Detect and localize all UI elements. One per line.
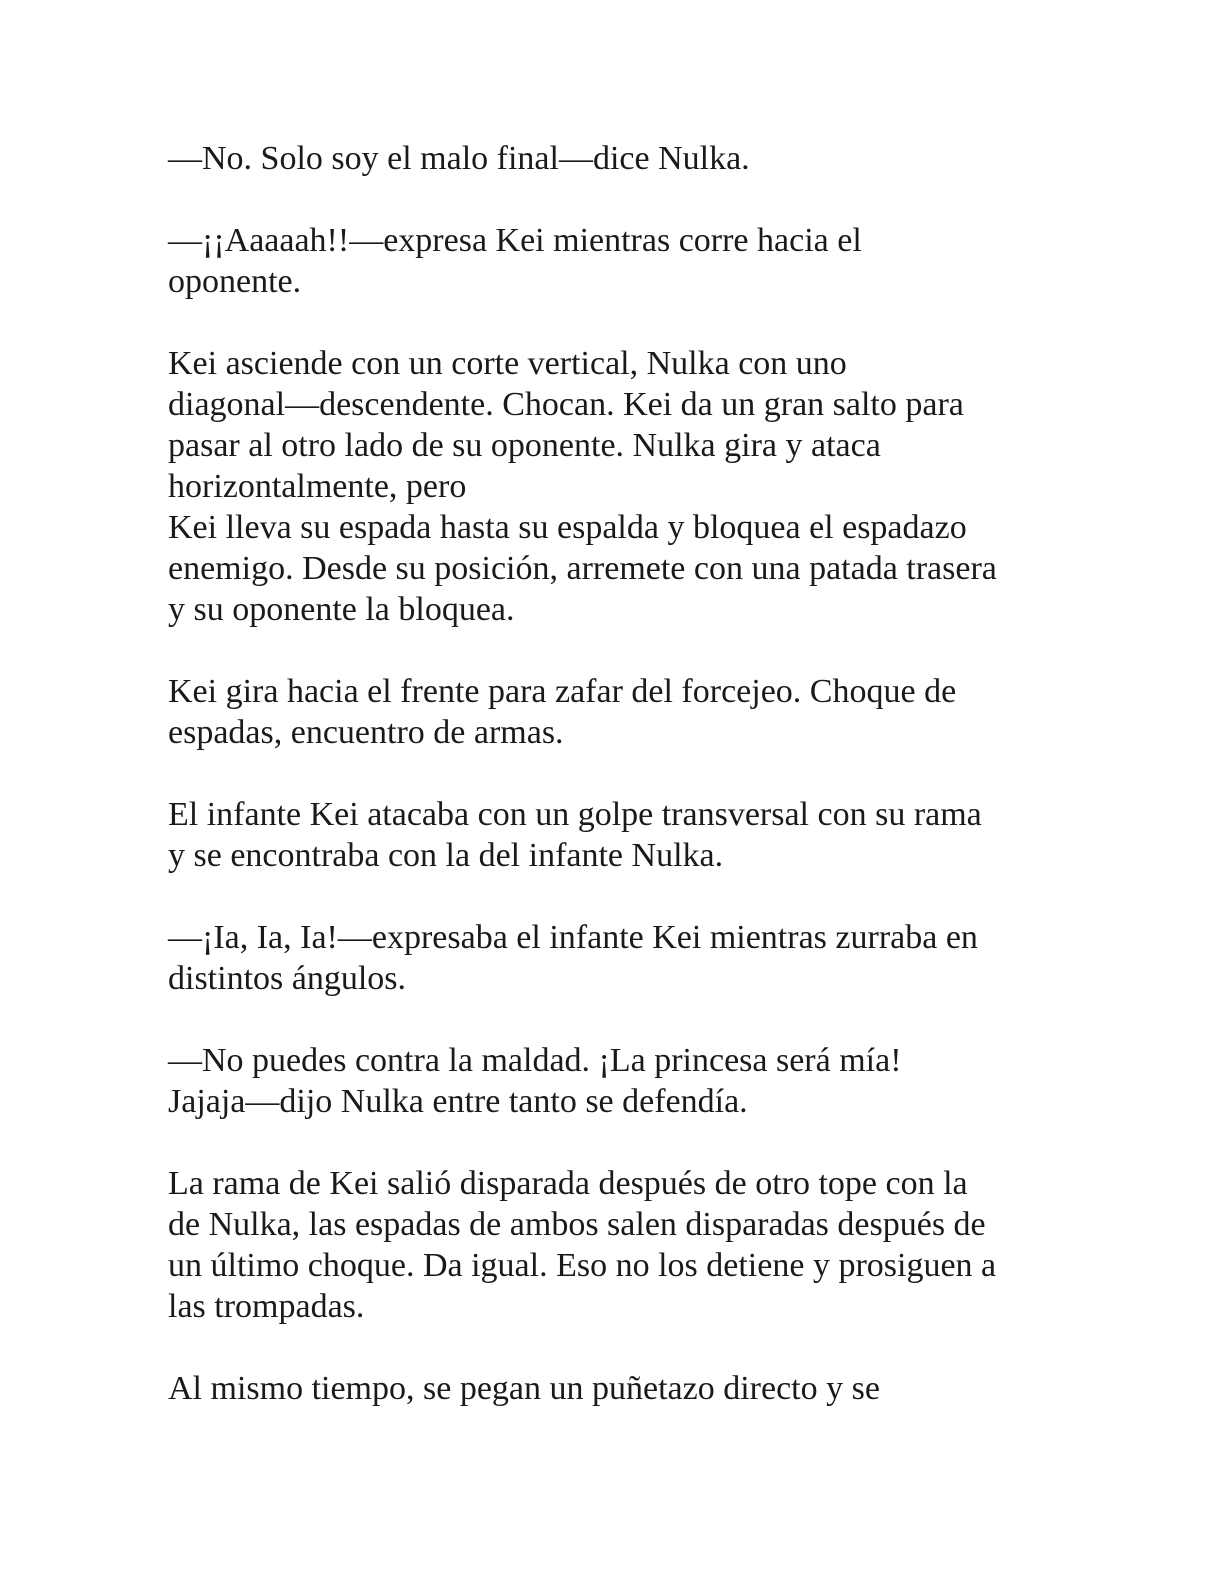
text-line: Al mismo tiempo, se pegan un puñetazo directo y se [168, 1370, 880, 1407]
text-line: Jajaja—dijo Nulka entre tanto se defendía. [168, 1083, 748, 1120]
text-line: —¡Ia, Ia, Ia!—expresaba el infante Kei mientras zurraba en [168, 919, 978, 956]
paragraph [168, 1368, 1068, 1409]
text-line: Kei lleva su espada hasta su espalda y bloquea el espadazo [168, 509, 967, 546]
text-line: Kei gira hacia el frente para zafar del forcejeo. Choque de [168, 673, 957, 710]
paragraph [168, 671, 1068, 753]
text-line: —No puedes contra la maldad. ¡La princesa será mía! [168, 1042, 902, 1079]
text-line: un último choque. Da igual. Eso no los detiene y prosiguen a [168, 1247, 997, 1284]
paragraph [168, 343, 1068, 630]
paragraph [168, 138, 1068, 179]
text-line: distintos ángulos. [168, 960, 407, 997]
paragraph [168, 1040, 1068, 1122]
paragraph [168, 917, 1068, 999]
text-line: La rama de Kei salió disparada después de otro tope con la [168, 1165, 968, 1202]
text-line: El infante Kei atacaba con un golpe transversal con su rama [168, 796, 982, 833]
text-line: pasar al otro lado de su oponente. Nulka gira y ataca [168, 427, 881, 464]
text-line: las trompadas. [168, 1288, 365, 1325]
text-line: enemigo. Desde su posición, arremete con una patada trasera [168, 550, 997, 587]
text-line: espadas, encuentro de armas. [168, 714, 564, 751]
text-line: de Nulka, las espadas de ambos salen disparadas después de [168, 1206, 986, 1243]
text-line: Kei asciende con un corte vertical, Nulka con uno [168, 345, 847, 382]
text-line: —¡¡Aaaaah!!—expresa Kei mientras corre hacia el [168, 222, 862, 259]
paragraph [168, 794, 1068, 876]
text-line: horizontalmente, pero [168, 468, 467, 505]
text-line: —No. Solo soy el malo final—dice Nulka. [168, 140, 750, 177]
text-line: oponente. [168, 263, 302, 300]
text-line: diagonal—descendente. Chocan. Kei da un gran salto para [168, 386, 964, 423]
text-line: y se encontraba con la del infante Nulka. [168, 837, 724, 874]
paragraph [168, 220, 1068, 302]
paragraph [168, 1163, 1068, 1327]
text-line: y su oponente la bloquea. [168, 591, 515, 628]
document-page [168, 138, 1068, 1450]
